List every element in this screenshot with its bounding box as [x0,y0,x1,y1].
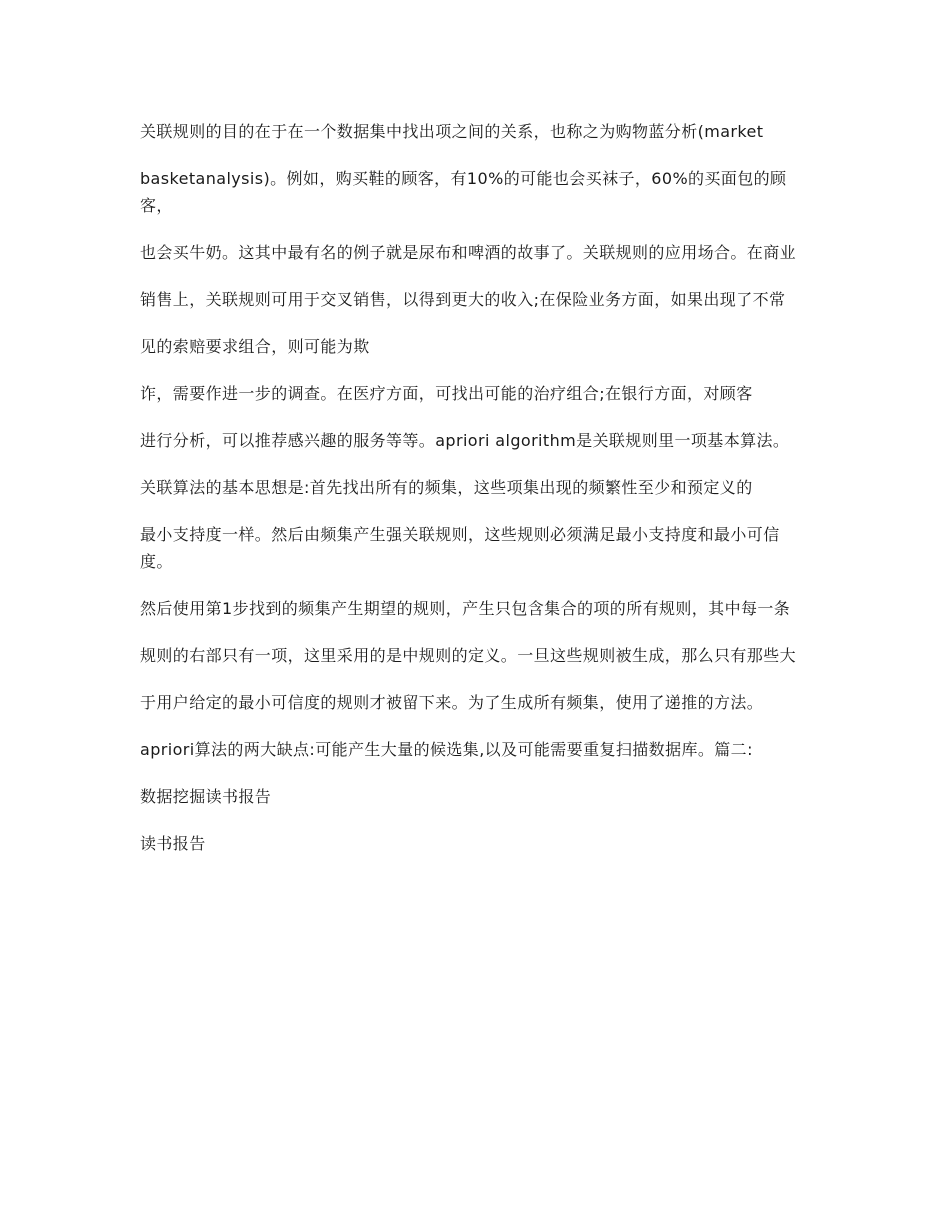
paragraph: 最小支持度一样。然后由频集产生强关联规则，这些规则必须满足最小支持度和最小可信度。 [140,525,780,571]
paragraph: 规则的右部只有一项，这里采用的是中规则的定义。一旦这些规则被生成，那么只有那些大 [140,646,797,665]
paragraph: 关联规则的目的在于在一个数据集中找出项之间的关系，也称之为购物蓝分析(market [140,122,764,141]
paragraph: 于用户给定的最小可信度的规则才被留下来。为了生成所有频集，使用了递推的方法。 [140,693,764,712]
paragraph: 诈，需要作进一步的调查。在医疗方面，可找出可能的治疗组合;在银行方面，对顾客 [140,384,753,403]
section-heading: 数据挖掘读书报告 [140,787,272,806]
paragraph: basketanalysis)。例如，购买鞋的顾客，有10%的可能也会买袜子，60%的买面包的顾客， [140,169,787,215]
paragraph: 销售上，关联规则可用于交叉销售，以得到更大的收入;在保险业务方面，如果出现了不常 [140,290,786,309]
paragraph: 然后使用第1步找到的频集产生期望的规则，产生只包含集合的项的所有规则，其中每一条 [140,599,791,618]
paragraph: 见的索赔要求组合，则可能为欺 [140,337,370,356]
paragraph: apriori算法的两大缺点:可能产生大量的候选集,以及可能需要重复扫描数据库。篇二: [140,740,753,759]
document-body [140,118,812,877]
paragraph: 也会买牛奶。这其中最有名的例子就是尿布和啤酒的故事了。关联规则的应用场合。在商业 [140,243,797,262]
paragraph: 关联算法的基本思想是:首先找出所有的频集，这些项集出现的频繁性至少和预定义的 [140,478,753,497]
paragraph: 进行分析，可以推荐感兴趣的服务等等。apriori algorithm是关联规则里一项基本算法。 [140,431,790,450]
section-heading: 读书报告 [140,834,206,853]
